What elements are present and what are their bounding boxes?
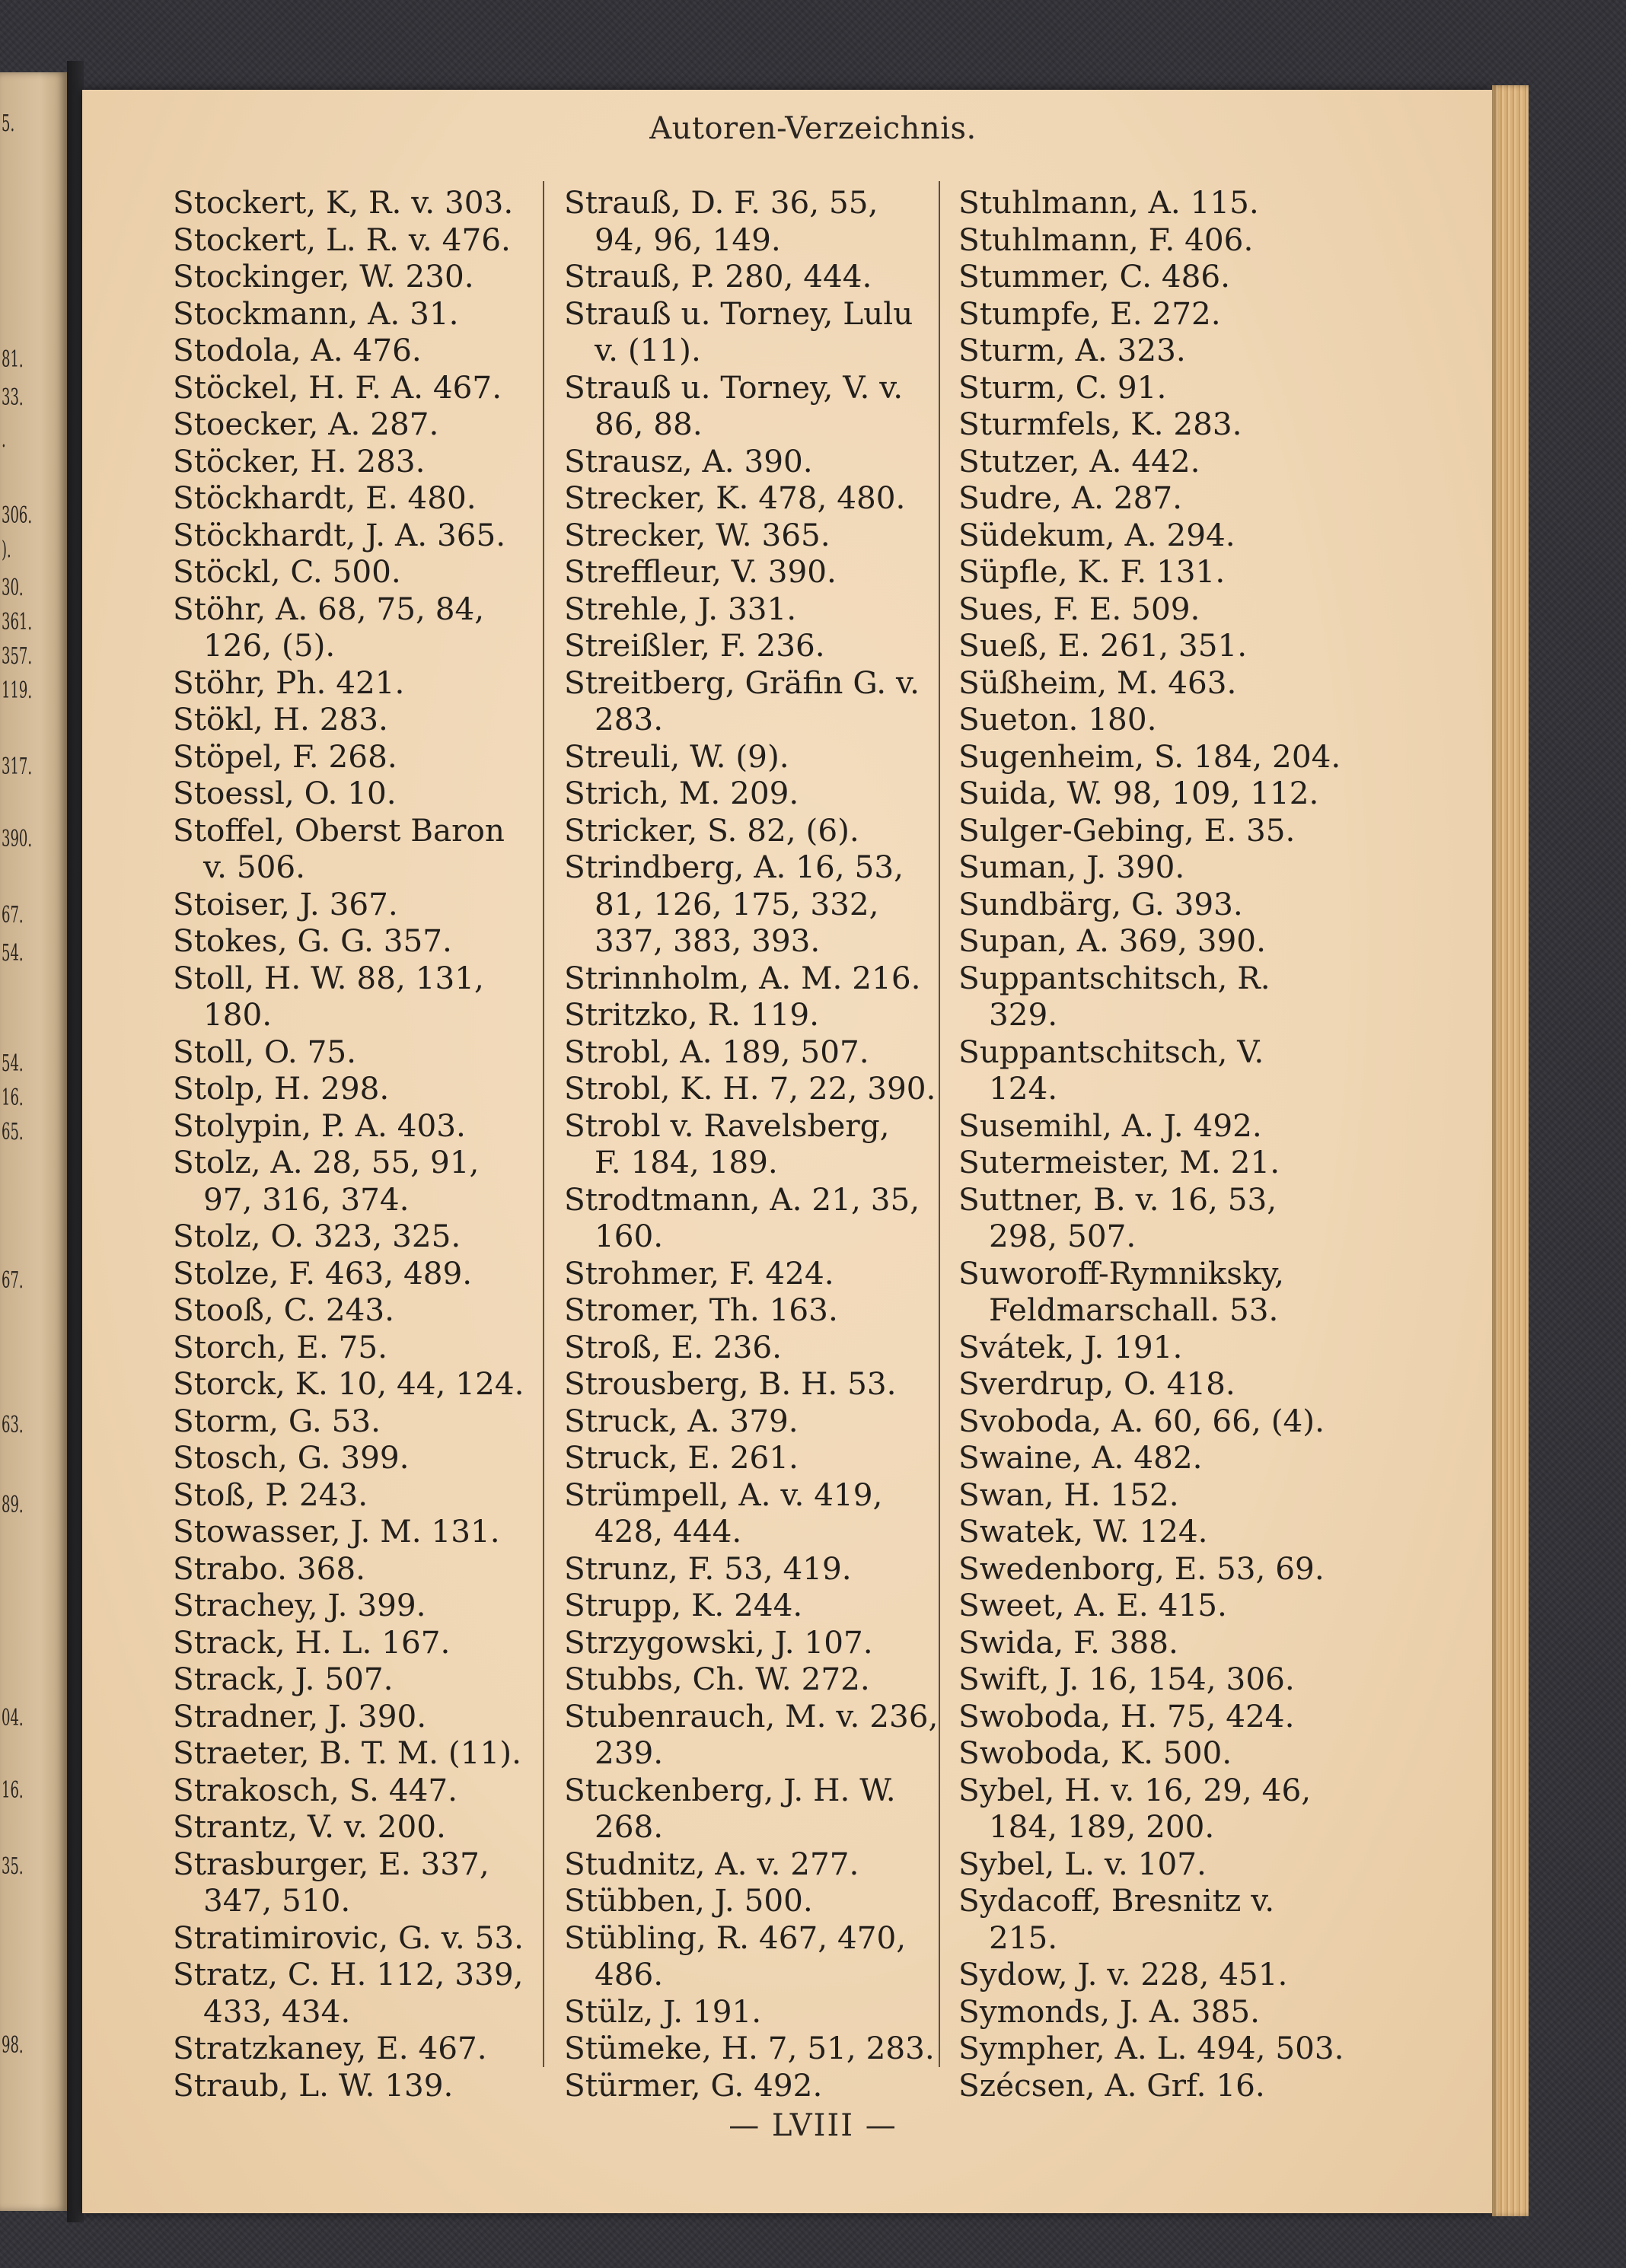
index-entry: Stromer, Th. 163. [564,1292,838,1328]
index-entry: Stuhlmann, A. 115. [958,184,1259,221]
previous-page-fragment: 30. [2,575,24,601]
index-entry-continuation: 86, 88. [595,406,703,442]
index-entry: Stoecker, A. 287. [173,406,439,442]
index-entry: Streißler, F. 236. [564,627,825,664]
index-entry: Streffleur, V. 390. [564,553,837,590]
index-entry: Sverdrup, O. 418. [958,1365,1235,1402]
index-entry: Suppantschitsch, V. [958,1033,1264,1070]
index-entry: Strauß, D. F. 36, 55, [564,184,878,221]
index-entry-continuation: 124. [989,1070,1058,1107]
index-entry: Strantz, V. v. 200. [173,1808,446,1845]
previous-page-fragment: 390. [2,826,33,852]
index-entry: Sympher, A. L. 494, 503. [958,2030,1344,2066]
index-entry: Strack, H. L. 167. [173,1623,451,1661]
index-entry: Stübben, J. 500. [564,1882,813,1919]
previous-page-fragment: 16. [2,1085,24,1111]
index-entry: Stratzkaney, E. 467. [173,2030,487,2066]
index-entry: Swan, H. 152. [958,1476,1179,1513]
index-entry: Stroß, E. 236. [564,1328,783,1365]
index-entry: Stöckl, C. 500. [173,553,401,590]
index-entry: Strabo. 368. [173,1550,366,1587]
index-entry: Storm, G. 53. [173,1402,381,1439]
index-entry: Strohmer, F. 424. [564,1254,834,1292]
index-entry: Sydow, J. v. 228, 451. [958,1956,1288,1992]
index-entry: Stodola, A. 476. [173,332,422,368]
index-entry: Strauß u. Torney, V. v. [564,368,904,406]
index-entry: Stümeke, H. 7, 51, 283. [564,2030,935,2066]
index-entry: Stolze, F. 463, 489. [173,1254,473,1292]
index-entry: Suttner, B. v. 16, 53, [958,1180,1277,1218]
index-entry: Sybel, H. v. 16, 29, 46, [958,1771,1312,1808]
index-entry: Suman, J. 390. [958,849,1185,885]
index-entry: Strzygowski, J. 107. [564,1623,873,1661]
index-column-3 [958,184,1344,2104]
page-number: — LVIII — [729,2108,897,2143]
index-entry: Stockert, K, R. v. 303. [173,184,514,221]
index-entry-continuation: 184, 189, 200. [989,1808,1215,1845]
index-entry: Stübling, R. 467, 470, [564,1919,907,1956]
index-entry: Stutzer, A. 442. [958,442,1200,479]
previous-page-fragment: 67. [2,902,24,929]
index-entry: Swatek, W. 124. [958,1513,1208,1550]
index-entry: Storck, K. 10, 44, 124. [173,1365,524,1402]
index-entry: Stöhr, A. 68, 75, 84, [173,590,485,627]
index-entry-continuation: 239. [595,1734,664,1771]
index-entry: Stoll, H. W. 88, 131, [173,959,484,996]
index-entry-continuation: F. 184, 189. [595,1144,778,1180]
index-entry: Sturm, A. 323. [958,332,1186,368]
index-entry: Streuli, W. (9). [564,737,789,775]
index-entry: Stöckhardt, J. A. 365. [173,516,506,553]
index-entry: Strauß u. Torney, Lulu [564,295,913,332]
index-entry-continuation: 337, 383, 393. [595,922,821,959]
index-entry-continuation: 329. [989,996,1058,1033]
index-entry: Stöcker, H. 283. [173,442,426,479]
index-entry: Straub, L. W. 139. [173,2066,454,2104]
index-entry: Sulger-Gebing, E. 35. [958,811,1296,849]
previous-page-fragment: 98. [2,2032,24,2059]
index-entry-continuation: 81, 126, 175, 332, [595,885,879,922]
index-entry: Sturmfels, K. 283. [958,406,1242,442]
previous-page-fragment: 5. [2,110,15,137]
index-entry: Sues, F. E. 509. [958,590,1200,627]
index-entry: Sutermeister, M. 21. [958,1144,1280,1180]
index-entry: Swoboda, H. 75, 424. [958,1697,1295,1734]
index-entry: Szécsen, A. Grf. 16. [958,2066,1265,2104]
index-entry-continuation: 283. [595,701,664,737]
index-entry-continuation: 160. [595,1218,664,1254]
index-entry: Sydacoff, Bresnitz v. [958,1882,1275,1919]
previous-page-fragment: 35. [2,1853,24,1880]
previous-page-fragment: 306. [2,502,33,529]
index-entry: Strachey, J. 399. [173,1587,426,1623]
index-entry-continuation: 97, 316, 374. [203,1180,410,1218]
index-entry: Strümpell, A. v. 419, [564,1476,883,1513]
index-entry: Stubbs, Ch. W. 272. [564,1661,870,1697]
index-entry: Stowasser, J. M. 131. [173,1513,500,1550]
index-entry: Stumpfe, E. 272. [958,295,1221,332]
index-entry-continuation: 433, 434. [203,1992,351,2030]
previous-page-edge [0,72,67,2211]
index-entry: Swift, J. 16, 154, 306. [958,1661,1295,1697]
index-entry: Stülz, J. 191. [564,1992,762,2030]
previous-page-fragment: 65. [2,1119,24,1145]
index-entry: Stöhr, Ph. 421. [173,664,405,701]
index-entry: Stratz, C. H. 112, 339, [173,1956,524,1992]
previous-page-fragment: . [2,426,6,453]
index-entry: Strobl, A. 189, 507. [564,1033,869,1070]
index-entry-continuation: 180. [203,996,273,1033]
index-entry-continuation: v. 506. [203,849,305,885]
index-entry: Stummer, C. 486. [958,258,1231,295]
index-entry: Strobl, K. H. 7, 22, 390. [564,1070,936,1107]
index-entry: Svoboda, A. 60, 66, (4). [958,1402,1325,1439]
index-entry: Streitberg, Gräfin G. v. [564,664,920,701]
index-entry: Stoll, O. 75. [173,1033,357,1070]
index-entry: Svátek, J. 191. [958,1328,1183,1365]
index-column-2 [564,184,938,2104]
index-entry: Stolz, A. 28, 55, 91, [173,1144,480,1180]
index-entry: Stolp, H. 298. [173,1070,390,1107]
index-entry-continuation: 428, 444. [595,1513,742,1550]
previous-page-fragment: 63. [2,1412,24,1438]
index-entry: Swedenborg, E. 53, 69. [958,1550,1325,1587]
index-entry: Strunz, F. 53, 419. [564,1550,852,1587]
index-entry: Südekum, A. 294. [958,516,1235,553]
index-entry-continuation: 94, 96, 149. [595,221,781,258]
index-entry: Susemihl, A. J. 492. [958,1107,1262,1144]
index-entry: Stuckenberg, J. H. W. [564,1771,896,1808]
index-entry: Swida, F. 388. [958,1623,1178,1661]
index-entry: Strupp, K. 244. [564,1587,803,1623]
index-entry: Stökl, H. 283. [173,701,388,737]
index-entry: Stürmer, G. 492. [564,2066,823,2104]
index-entry: Suworoff-Rymniksky, [958,1254,1284,1292]
book-gutter [67,61,84,2222]
index-entry: Sweet, A. E. 415. [958,1587,1227,1623]
running-head: Autoren-Verzeichnis. [649,111,977,146]
previous-page-fragment: 33. [2,384,24,411]
index-entry: Stolz, O. 323, 325. [173,1218,461,1254]
index-entry: Strodtmann, A. 21, 35, [564,1180,920,1218]
previous-page-fragment: ). [2,537,11,563]
index-entry-continuation: 268. [595,1808,664,1845]
index-entry: Sudre, A. 287. [958,479,1183,516]
index-entry: Stubenrauch, M. v. 236, [564,1697,939,1734]
index-entry: Stockmann, A. 31. [173,295,459,332]
index-entry: Stöckel, H. F. A. 467. [173,368,502,406]
index-entry: Süßheim, M. 463. [958,664,1237,701]
index-entry: Symonds, J. A. 385. [958,1992,1260,2030]
previous-page-fragment: 04. [2,1705,24,1731]
index-entry-continuation: 486. [595,1956,664,1992]
index-entry: Strinnholm, A. M. 216. [564,959,921,996]
index-entry: Stoffel, Oberst Baron [173,811,505,849]
index-entry: Stoessl, O. 10. [173,775,397,811]
index-entry-continuation: 126, (5). [203,627,336,664]
index-entry: Strindberg, A. 16, 53, [564,849,904,885]
index-entry-continuation: v. (11). [595,332,701,368]
index-entry: Strousberg, B. H. 53. [564,1365,897,1402]
index-entry: Stosch, G. 399. [173,1439,410,1476]
index-entry: Storch, E. 75. [173,1328,387,1365]
index-entry: Sueß, E. 261, 351. [958,627,1248,664]
index-entry: Strecker, W. 365. [564,516,831,553]
index-entry: Stolypin, P. A. 403. [173,1107,466,1144]
index-entry: Süpfle, K. F. 131. [958,553,1226,590]
index-entry: Stöpel, F. 268. [173,737,397,775]
index-entry: Strecker, K. 478, 480. [564,479,906,516]
index-entry: Supan, A. 369, 390. [958,922,1266,959]
index-entry: Stricker, S. 82, (6). [564,811,859,849]
index-entry: Stratimirovic, G. v. 53. [173,1919,524,1956]
index-entry: Stockert, L. R. v. 476. [173,221,511,258]
previous-page-fragment: 89. [2,1492,24,1518]
index-entry: Sybel, L. v. 107. [958,1845,1207,1882]
index-entry: Strehle, J. 331. [564,590,797,627]
index-entry: Stöckhardt, E. 480. [173,479,477,516]
index-entry: Sturm, C. 91. [958,368,1167,406]
index-entry: Swoboda, K. 500. [958,1734,1232,1771]
index-entry: Stooß, C. 243. [173,1292,395,1328]
index-entry: Strack, J. 507. [173,1661,394,1697]
page-block-edge [1492,85,1529,2216]
column-rule-right [939,181,940,2067]
index-entry: Sundbärg, G. 393. [958,885,1243,922]
index-entry: Stoß, P. 243. [173,1476,368,1513]
index-entry: Sueton. 180. [958,701,1157,737]
index-entry: Suida, W. 98, 109, 112. [958,775,1319,811]
index-entry: Straeter, B. T. M. (11). [173,1734,521,1771]
index-entry: Stoiser, J. 367. [173,885,398,922]
index-entry-continuation: 215. [989,1919,1058,1956]
index-entry: Stritzko, R. 119. [564,996,820,1033]
previous-page-fragment: 317. [2,753,33,780]
previous-page-fragment: 361. [2,609,33,635]
index-entry: Strauß, P. 280, 444. [564,258,872,295]
previous-page-fragment: 67. [2,1267,24,1294]
index-entry: Stradner, J. 390. [173,1697,427,1734]
index-entry-continuation: Feldmarschall. 53. [989,1292,1279,1328]
index-entry: Swaine, A. 482. [958,1439,1203,1476]
previous-page-fragment: 54. [2,940,24,967]
previous-page-fragment: 16. [2,1777,24,1804]
previous-page-fragment: 357. [2,643,33,670]
previous-page-fragment: 54. [2,1050,24,1077]
previous-page-fragment: 119. [2,677,33,704]
index-entry: Suppantschitsch, R. [958,959,1271,996]
index-entry: Strausz, A. 390. [564,442,813,479]
index-column-1 [173,184,524,2104]
index-entry: Studnitz, A. v. 277. [564,1845,859,1882]
index-entry: Strich, M. 209. [564,775,799,811]
index-entry: Struck, E. 261. [564,1439,799,1476]
index-entry: Strobl v. Ravelsberg, [564,1107,890,1144]
column-rule-left [543,181,544,2067]
index-entry: Sugenheim, S. 184, 204. [958,737,1341,775]
index-entry: Stokes, G. G. 357. [173,922,452,959]
index-entry: Stuhlmann, F. 406. [958,221,1254,258]
index-entry: Struck, A. 379. [564,1402,799,1439]
previous-page-fragment: 81. [2,346,24,373]
index-entry: Strasburger, E. 337, [173,1845,489,1882]
index-entry: Stockinger, W. 230. [173,258,474,295]
index-entry-continuation: 298, 507. [989,1218,1137,1254]
index-entry: Strakosch, S. 447. [173,1771,458,1808]
index-entry-continuation: 347, 510. [203,1882,351,1919]
